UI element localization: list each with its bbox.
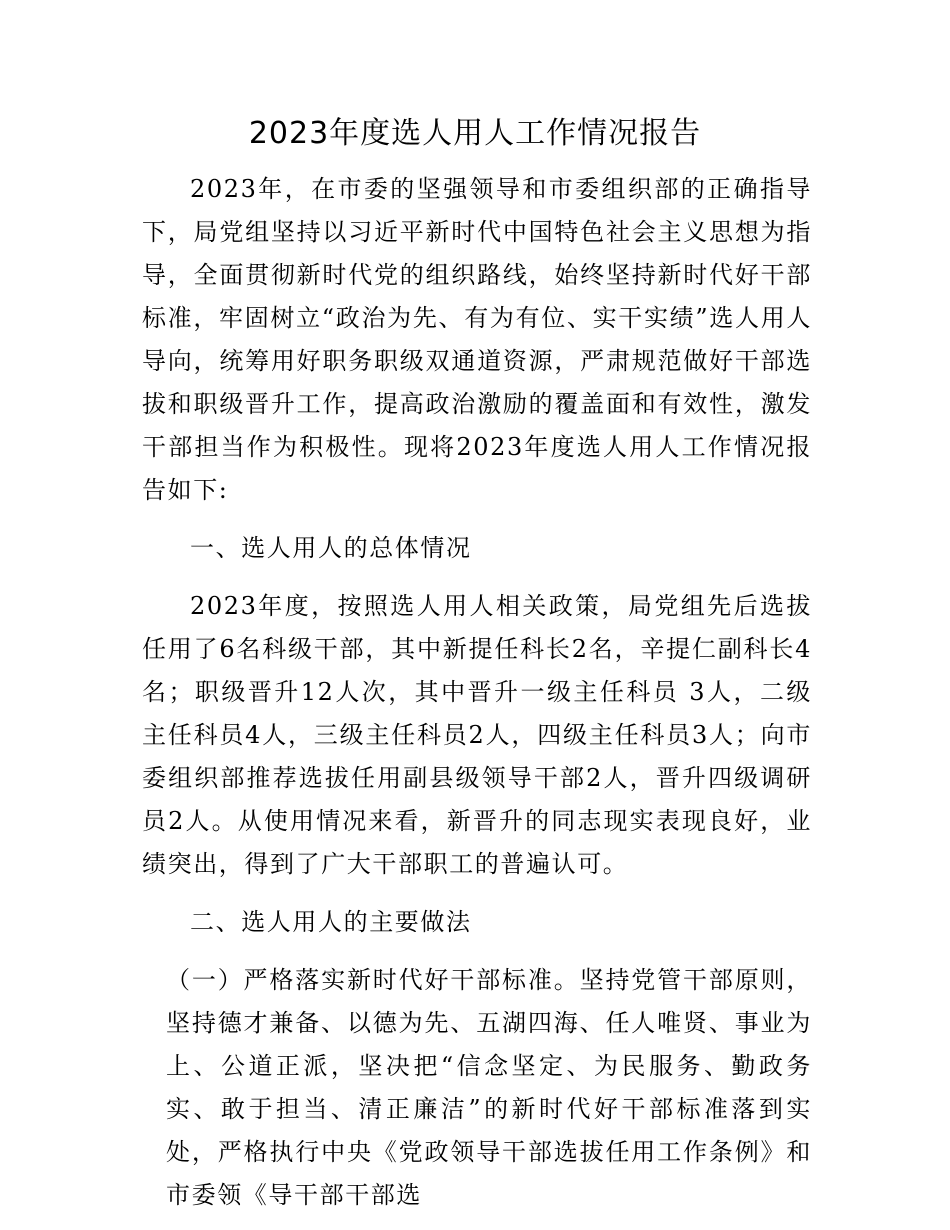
section-2-paragraph: （一）严格落实新时代好干部标准。坚持党管干部原则，坚持德才兼备、以德为先、五湖四海、任人唯贤、事业为上、公道正派，坚决把“信念坚定、为民服务、勤政务实、敢于担当、清正廉洁”的新时代好干部标准落到实处，严格执行中央《党政领导干部选拔任用工作条例》和市委领《导干部干部选: [166, 966, 812, 1209]
section-1-paragraph: 2023年度，按照选人用人相关政策，局党组先后选拔任用了6名科级干部，其中新提任科长2名，辛提仁副科长4名；职级晋升12人次，其中晋升一级主任科员 3人，二级主任科员4人，三级主任科员2人，四级主任科员3人；向市委组织部推荐选拔任用副县级领导干部2人，晋升四级调研员2人。从使用情况来看，新晋升的同志现实表现良好，业绩突出，得到了广大干部职工的普遍认可。: [142, 592, 812, 878]
section-1-heading: 一、选人用人的总体情况: [190, 534, 472, 562]
document-title: 2023年度选人用人工作情况报告: [248, 116, 702, 151]
section-2-heading: 二、选人用人的主要做法: [190, 908, 472, 936]
intro-paragraph: 2023年，在市委的坚强领导和市委组织部的正确指导下，局党组坚持以习近平新时代中国特色社会主义思想为指导，全面贯彻新时代党的组织路线，始终坚持新时代好干部标准，牢固树立“政治为先、有为有位、实干实绩”选人用人导向，统筹用好职务职级双通道资源，严肃规范做好干部选拔和职级晋升工作，提高政治激励的覆盖面和有效性，激发干部担当作为积极性。现将2023年度选人用人工作情况报告如下:: [142, 175, 812, 504]
document-body: [142, 168, 812, 1217]
